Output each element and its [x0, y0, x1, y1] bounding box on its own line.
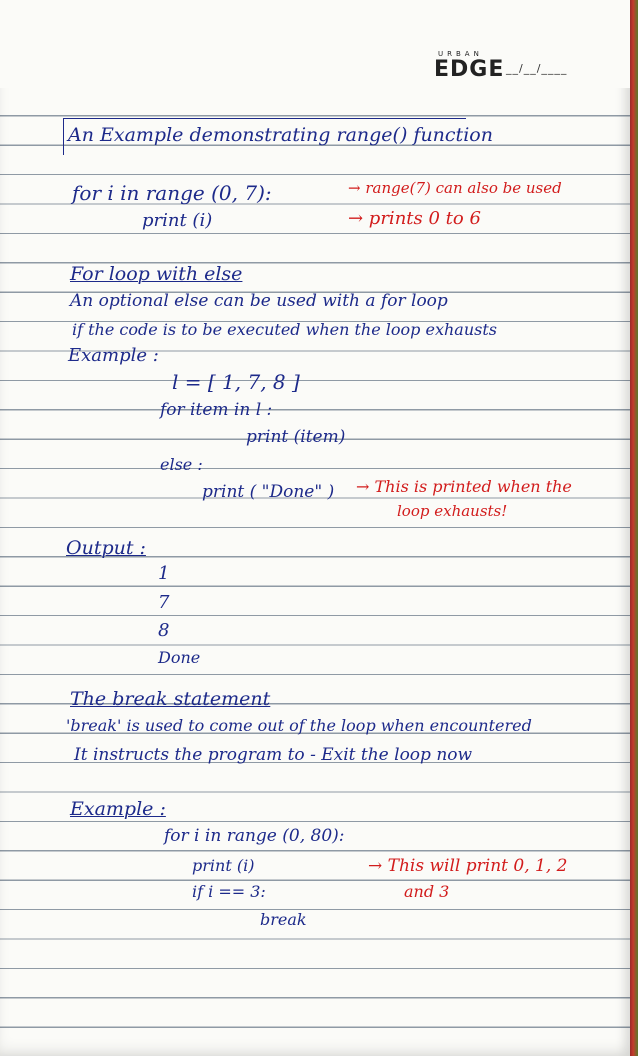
- for-else-note2: loop exhausts!: [397, 502, 508, 520]
- output-value: Done: [158, 648, 201, 667]
- for-else-code1: l = [ 1, 7, 8 ]: [172, 370, 300, 394]
- brand-top: URBAN: [438, 50, 483, 58]
- for-else-code5: print ( "Done" ): [202, 482, 335, 502]
- for-else-note1: → This is printed when the: [356, 477, 572, 496]
- for-else-desc1: An optional else can be used with a for loop: [70, 291, 448, 311]
- range-heading: An Example demonstrating range() function: [68, 124, 493, 146]
- for-else-code3: print (item): [246, 427, 346, 447]
- break-code4: break: [260, 910, 307, 929]
- output-value: 8: [158, 620, 170, 641]
- for-else-heading: For loop with else: [70, 263, 243, 285]
- for-else-code4: else :: [160, 455, 203, 474]
- break-code3: if i == 3:: [192, 882, 266, 901]
- range-code-line2: print (i): [142, 210, 213, 231]
- output-value: 7: [158, 592, 170, 613]
- output-value: 1: [158, 563, 170, 584]
- for-else-desc2: if the code is to be executed when the loop exhausts: [72, 320, 497, 339]
- for-else-example-label: Example :: [68, 345, 159, 366]
- date-field: __/__/____: [506, 62, 568, 75]
- range-code-line1: for i in range (0, 7):: [72, 181, 272, 205]
- output-label: Output :: [66, 537, 146, 559]
- break-desc2: It instructs the program to - Exit the loop now: [74, 745, 473, 765]
- break-example-label: Example :: [70, 798, 166, 820]
- range-note1: → range(7) can also be used: [348, 179, 562, 197]
- break-code1: for i in range (0, 80):: [164, 826, 345, 846]
- break-note1: → This will print 0, 1, 2: [368, 856, 568, 876]
- break-heading: The break statement: [70, 688, 271, 710]
- break-code2: print (i): [192, 856, 255, 875]
- range-note2: → prints 0 to 6: [348, 208, 481, 229]
- for-else-code2: for item in l :: [160, 400, 273, 420]
- break-note2: and 3: [404, 882, 450, 901]
- break-desc1: 'break' is used to come out of the loop when encountered: [66, 716, 532, 735]
- brand-name: EDGE: [434, 57, 505, 82]
- page-edge: [630, 0, 638, 1056]
